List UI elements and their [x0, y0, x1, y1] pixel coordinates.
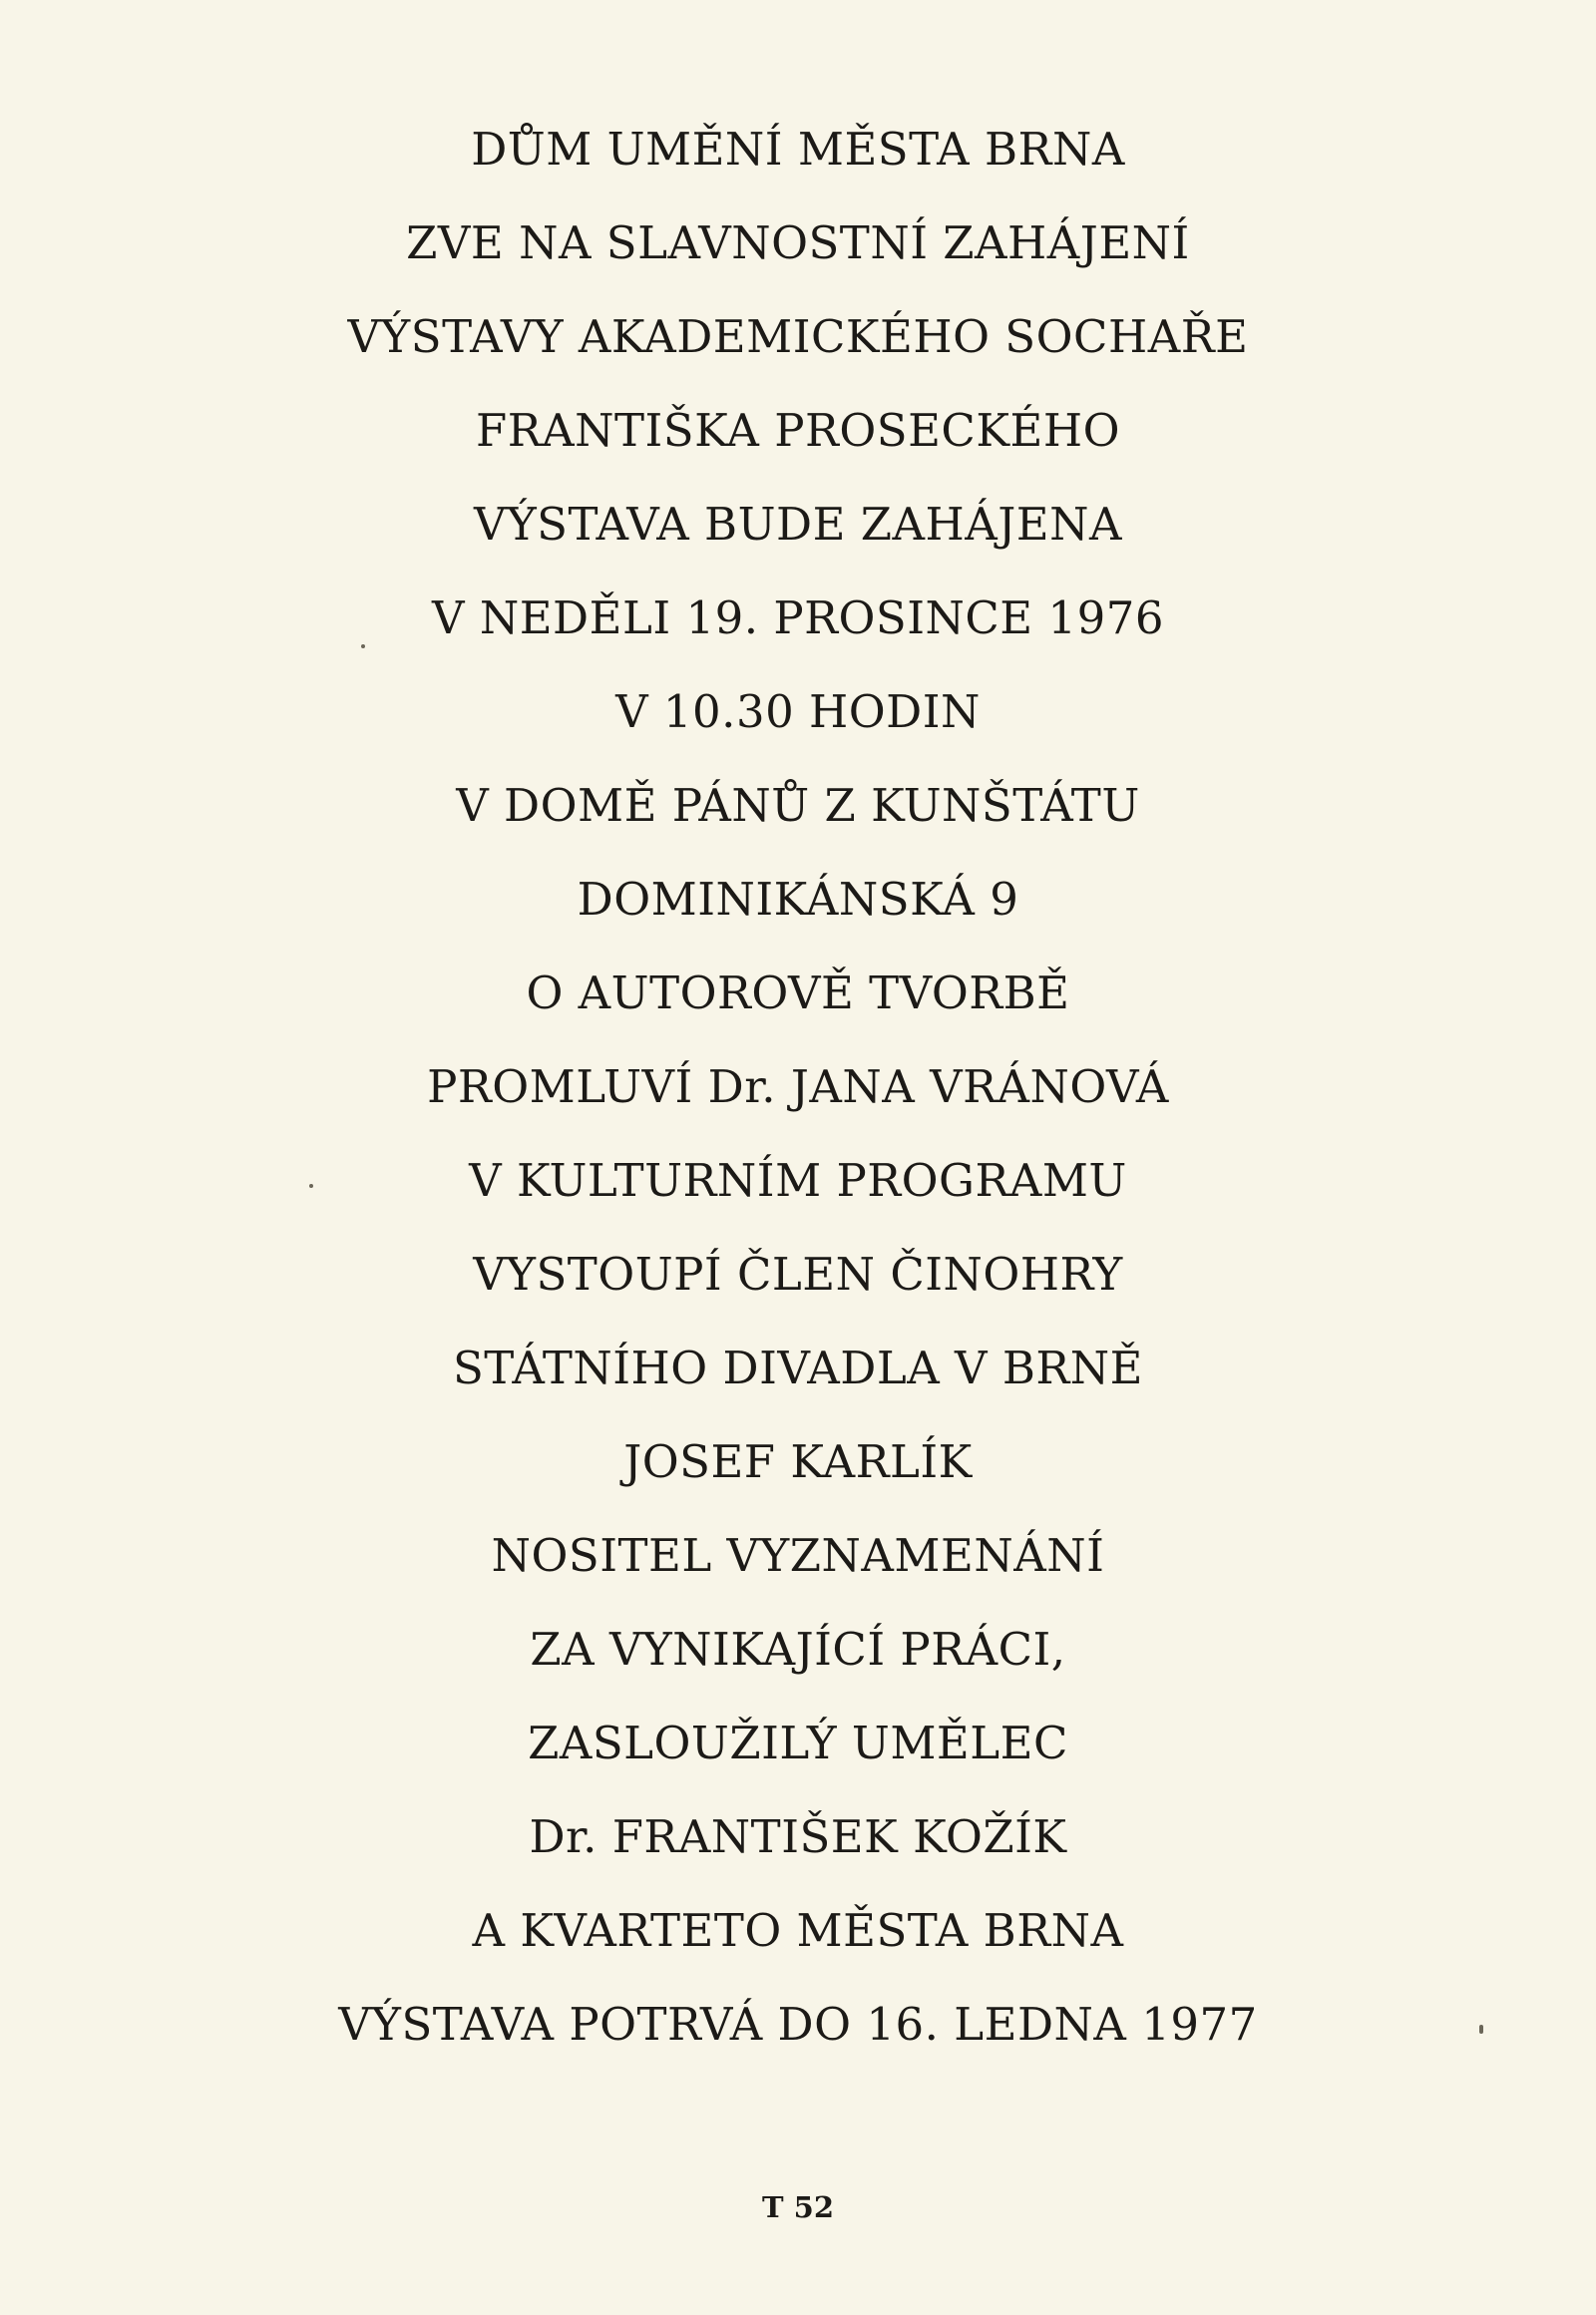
- invitation-line: ZA VYNIKAJÍCÍ PRÁCI,: [530, 1623, 1066, 1676]
- invitation-line: V KULTURNÍM PROGRAMU: [469, 1154, 1127, 1207]
- invitation-line-address: DOMINIKÁNSKÁ 9: [577, 873, 1019, 926]
- invitation-line-artist: FRANTIŠKA PROSECKÉHO: [476, 404, 1120, 457]
- invitation-line: VÝSTAVY AKADEMICKÉHO SOCHAŘE: [347, 310, 1249, 363]
- print-code: T 52: [761, 2190, 835, 2224]
- invitation-line: VÝSTAVA BUDE ZAHÁJENA: [473, 498, 1123, 551]
- invitation-line: O AUTOROVĚ TVORBĚ: [526, 966, 1070, 1019]
- invitation-line-date: V NEDĚLI 19. PROSINCE 1976: [432, 591, 1164, 644]
- invitation-line-speaker: PROMLUVÍ Dr. JANA VRÁNOVÁ: [427, 1060, 1169, 1113]
- invitation-line: ZASLOUŽILÝ UMĚLEC: [528, 1717, 1068, 1769]
- paper-speck: [361, 644, 365, 648]
- invitation-text: [0, 118, 1596, 2087]
- invitation-line-performer: JOSEF KARLÍK: [623, 1435, 973, 1488]
- invitation-line-closing-date: VÝSTAVA POTRVÁ DO 16. LEDNA 1977: [338, 1998, 1258, 2051]
- invitation-line: NOSITEL VYZNAMENÁNÍ: [491, 1529, 1105, 1582]
- invitation-line-venue: V DOMĚ PÁNŮ Z KUNŠTÁTU: [456, 779, 1140, 832]
- invitation-line-time: V 10.30 HODIN: [615, 685, 981, 738]
- paper-speck: [1479, 2025, 1483, 2034]
- invitation-line-performer: Dr. FRANTIŠEK KOŽÍK: [529, 1810, 1067, 1863]
- invitation-line: VYSTOUPÍ ČLEN ČINOHRY: [473, 1248, 1123, 1301]
- invitation-line: A KVARTETO MĚSTA BRNA: [472, 1904, 1124, 1957]
- invitation-line-organizer: DŮM UMĚNÍ MĚSTA BRNA: [471, 123, 1125, 176]
- invitation-line: STÁTNÍHO DIVADLA V BRNĚ: [452, 1342, 1144, 1394]
- paper-speck: [309, 1184, 313, 1188]
- invitation-line: ZVE NA SLAVNOSTNÍ ZAHÁJENÍ: [406, 216, 1190, 269]
